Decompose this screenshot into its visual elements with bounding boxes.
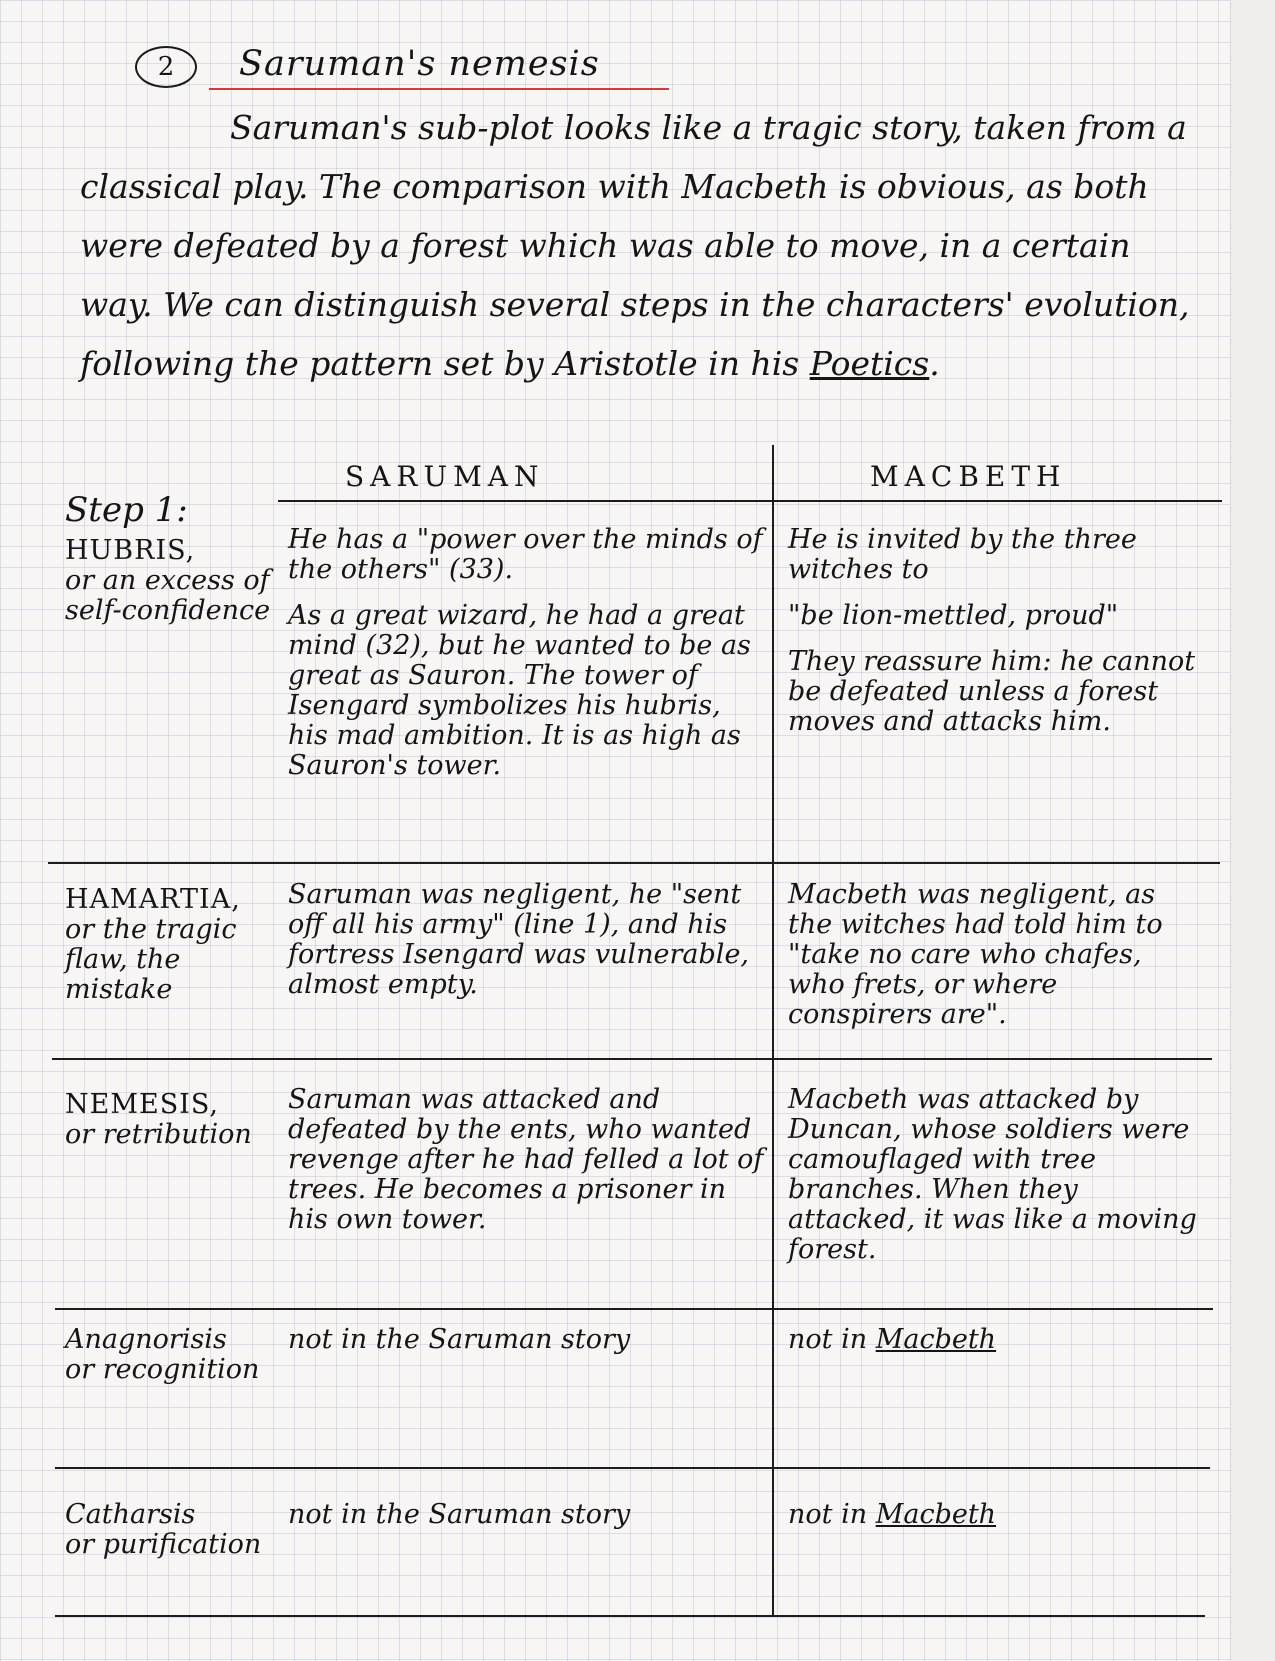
row-rule	[55, 1308, 1213, 1310]
row-rule	[55, 1615, 1205, 1617]
saruman-cell-nemesis: Saruman was attacked and defeated by the ents, who wanted revenge after he had felled a lot of trees. He becomes a prisoner in his own tower.	[288, 1084, 764, 1235]
macbeth-cell-catharsis	[788, 1500, 1203, 1530]
column-header-macbeth: MACBETH	[870, 460, 1067, 493]
gloss-hamartia: or the tragic flaw, the mistake	[65, 914, 237, 1005]
saruman-cell-hamartia: Saruman was negligent, he "sent off all his army" (line 1), and his fortress Isengard was vulnerable, almost empty.	[288, 879, 750, 1000]
intro-text: Saruman's sub-plot looks like a tragic story, taken from a classical play. The comparison with Macbeth is obvious, as both were defeated by a forest which was able to move, in a certain way. We can distinguish several steps in the characters' evolution, following the pattern set by Aristotle in his	[80, 108, 1190, 383]
column-divider	[772, 445, 774, 1615]
macbeth-anagnorisis-prefix: not in	[788, 1324, 868, 1355]
macbeth-hubris-text-1: He is invited by the three witches to	[788, 524, 1137, 585]
term-anagnorisis: Anagnorisis	[65, 1324, 227, 1355]
section-number-circle: 2	[135, 46, 197, 88]
term-hamartia: HAMARTIA,	[65, 884, 241, 915]
intro-end: .	[929, 344, 940, 383]
poetics-reference: Poetics	[809, 344, 930, 383]
macbeth-cell-hubris	[788, 525, 1203, 737]
row-label-catharsis	[65, 1500, 280, 1560]
macbeth-hubris-text-3: They reassure him: he cannot be defeated unless a forest moves and attacks him.	[788, 646, 1196, 737]
header-rule	[278, 500, 1222, 502]
saruman-hubris-text-1: He has a "power over the minds of the others" (33).	[288, 524, 763, 585]
saruman-cell-hubris	[288, 525, 768, 781]
row-rule	[55, 1467, 1210, 1469]
gloss-nemesis: or retribution	[65, 1119, 252, 1150]
row-rule	[48, 862, 1220, 864]
intro-paragraph	[80, 98, 1190, 393]
gloss-catharsis: or purification	[65, 1529, 262, 1560]
term-hubris: HUBRIS,	[65, 535, 196, 566]
section-title: Saruman's nemesis	[239, 44, 600, 84]
saruman-cell-catharsis: not in the Saruman story	[288, 1499, 631, 1530]
row-rule	[52, 1058, 1212, 1060]
saruman-cell-anagnorisis: not in the Saruman story	[288, 1324, 631, 1355]
gloss-anagnorisis: or recognition	[65, 1354, 260, 1385]
macbeth-cell-anagnorisis	[788, 1325, 1203, 1355]
macbeth-catharsis-title: Macbeth	[875, 1499, 997, 1530]
step-label: Step 1:	[65, 490, 188, 530]
row-label-nemesis	[65, 1090, 280, 1150]
macbeth-anagnorisis-title: Macbeth	[875, 1324, 997, 1355]
macbeth-hubris-text-2: "be lion-mettled, proud"	[788, 600, 1119, 631]
saruman-hubris-text-2: As a great wizard, he had a great mind (32), but he wanted to be as great as Sauron. The tower of Isengard symbolizes his hubris, his mad ambition. It is as high as Sauron's tower.	[288, 600, 751, 781]
term-catharsis: Catharsis	[65, 1499, 196, 1530]
term-nemesis: NEMESIS,	[65, 1089, 219, 1120]
section-heading	[135, 44, 695, 94]
row-label-hamartia	[65, 885, 280, 1005]
row-label-hubris	[65, 490, 280, 626]
macbeth-cell-nemesis: Macbeth was attacked by Duncan, whose soldiers were camouflaged with tree branches. When they attacked, it was like a moving forest.	[788, 1084, 1197, 1265]
macbeth-catharsis-prefix: not in	[788, 1499, 868, 1530]
gloss-hubris: or an excess of self-confidence	[65, 565, 271, 626]
row-label-anagnorisis	[65, 1325, 280, 1385]
page-edge	[1230, 0, 1275, 1661]
column-header-saruman: SARUMAN	[345, 460, 545, 493]
title-underline	[209, 88, 669, 90]
macbeth-cell-hamartia: Macbeth was negligent, as the witches had told him to "take no care who chafes, who frets, or where conspirers are".	[788, 879, 1163, 1030]
